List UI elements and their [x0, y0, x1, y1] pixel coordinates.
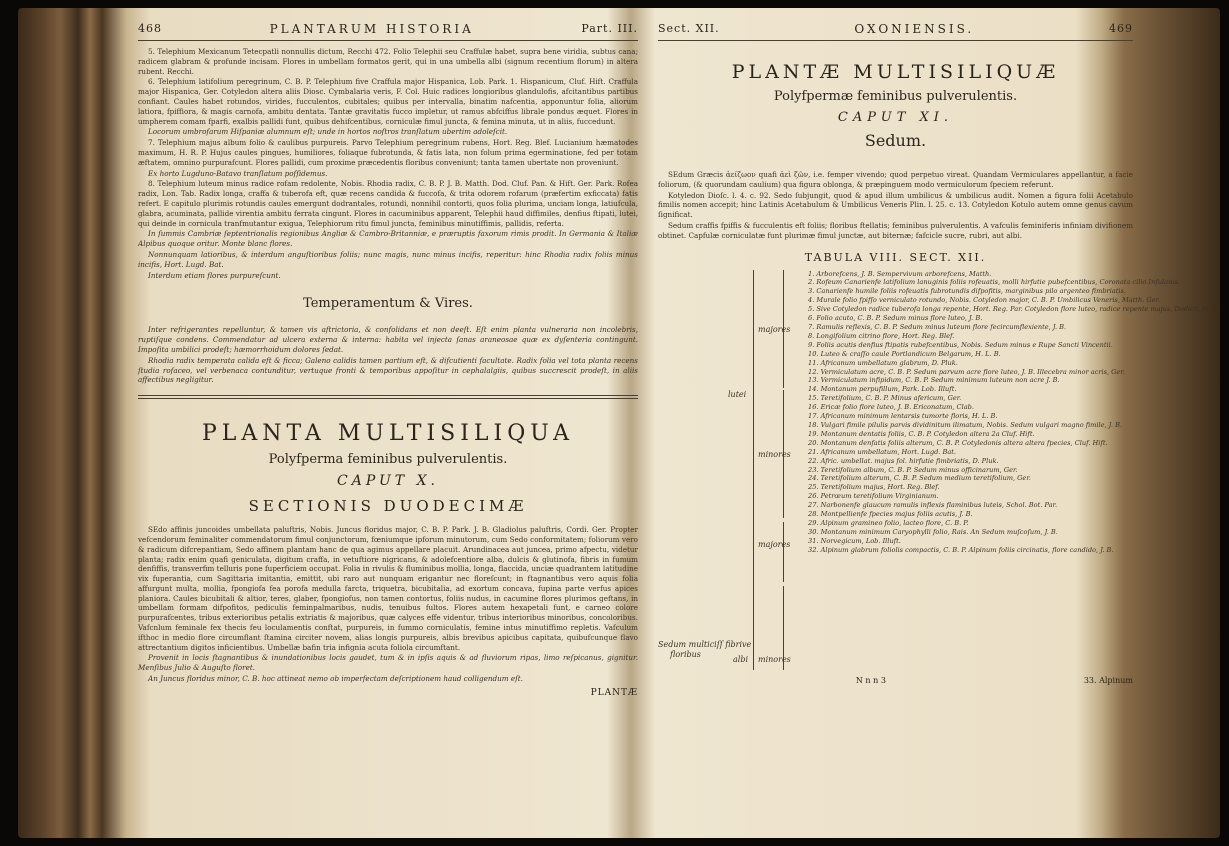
species-entry: 24. Teretifolium alterum, C. B. P. Sedum medium teretifolium, Ger. — [808, 474, 1031, 483]
part-label: Part. III. — [581, 22, 638, 35]
species-entry: 9. Foliis acutis denfius ftipatis rubefcentibus, Nobis. Sedum minus e Rupe Sancti Vincentii. — [808, 340, 1113, 349]
left-running-header — [138, 22, 638, 36]
chapter-body — [138, 525, 638, 684]
species-entry: 8. Longifolium citrino flore, Hort. Reg. Blef. — [808, 331, 955, 340]
species-entry: 13. Vermiculatum infipidum, C. B. P. Sedum minimum luteum non acre J. B. — [808, 376, 1060, 385]
paragraph: 5. Telephium Mexicanum Tetecpatli nonnullis dictum, Recchi 472. Folio Telephii seu Craffulæ habet, supra bene viridia, subtus cana; radicem glabram & profunde incisam. Flores in umbellam formatos gerit, qui in una umbella albi (signum recentium florum) in altera rubent. Recchi. — [138, 47, 638, 76]
paragraph: 7. Telephium majus album folio & caulibus purpureis. Parvo Telephium peregrinum rubens, Hort. Reg. Blef. Lucianium hæmatodes maximum, H. R. P. Hujus caules pingues, humiliores, foliaque fubrotunda, & fatis lata, non folum prima egerminatione, fed per totam æftatem, omnino purpurafcunt. Flores pallidi, cum proxime præcedentis floribus conveniunt; tanta tamen ubertate non proveniunt. — [138, 138, 638, 167]
paragraph: An Juncus floridus minor, C. B. hoc attineat nemo ob imperfectam deſcriptionem haud colligendum eſt. — [148, 674, 523, 684]
double-rule — [138, 395, 638, 399]
right-running-header — [658, 22, 1133, 36]
species-entry: 17. Africanum minimum lentarsis tumorte floris, H. L. B. — [808, 412, 998, 421]
species-entry: 18. Vulgari fimile pilulis parvis dividinitum ilimatum, Nobis. Sedum vulgari magno fimile, J. B. — [808, 420, 1123, 429]
header-rule — [658, 40, 1133, 41]
root-label: floribus — [670, 649, 701, 659]
section-heading: SECTIONIS DUODECIMÆ — [248, 497, 528, 516]
temperament-text — [138, 325, 638, 385]
paragraph: Kotyledon Dioſc. l. 4. c. 92. Sedo ſubjungit, quod & apud illum umbilicus & umbilicus audit. Nomen a figura folii Acetabulo fimilis nomen accepit; hinc Latinis Acetabulum & Umbilicus Veneris Plin. l. 25. c. 13. Cotyledon Kotulo autem omne genus cavum ſignificat. — [658, 190, 1133, 220]
signature-mark: N n n 3 — [855, 675, 886, 685]
paragraph: Inter refrigerantes repelluntur, & tamen vis aftrictoria, & confolidans et non deeſt. Eſt enim planta vulneraria non incolebris, ruptiſque condens. Commendatur ad ulcera externa & interna: habita vel injecta ſanas araneosae quæ ex dyſenteria contingunt. Impoſita umbilici prodeſt; hæmorrhoidum dolores ſedat. — [138, 325, 638, 354]
open-book — [18, 8, 1220, 838]
paragraph: Nonnunquam latioribus, & interdum anguſtioribus foliis; nunc magis, nunc minus incifis, reperitur: hinc Rhodia radix foliis minus incifis, Hort. Lugd. Bat. — [138, 249, 638, 269]
paragraph: SEdo affinis juncoides umbellata paluftris, Nobis. Juncus floridus major, C. B. P. Park. J. B. Gladiolus paluftris, Cordi. Ger. Propter vefcendorum feminaliter commendatorum fimul conjunctorum, fœniumque ipforum minutorum, cum Sedo conformitatem; foliorum vero & radicum difcrepantiam, Sedo affinem plantam hanc de qua agimus appellare placuit. Arundinacea aut juncea, primo afpectu, videtur planta; radix enim quafi geniculata, digitum craffa, in vetuftiore nigricans, & adolefcentiore alba, dulcis & glutinofa, fibris in fumum denfiffis, transverfim telluris pone fuperficiem occupat. Folia in rivulis & fluminibus mollia, longa, flaccida, unciæ quadrantem latitudine vix fuperantia, cum Sagittaria imitantia, emittit, ubi raro aut nunquam erigantur nec floreſcunt; in ftagnantibus vero aquis folia affurgunt multa, mollia, fpongiofa fea porofa medulla farcta, triquetra, bicubitalia, ad exortum concava, fupina parte verfus apices planiora. Caules bicubitali & altior, teres, glaber, fpongiofus, non tamen contortus, foliis nudus, in cacumine flores plurimos geftans, in umbellam formam difpofitos, pediculis feminpalmaribus, nudis, tenuibus fultos. Flores autem hexapetali funt, e carneo colore purpurafcentes, tribus exterioribus petalis extriatis & majoribus, quæ calyces effe videntur, tribus interioribus minoribus, concoloribus. Vafcnlum feminale fex thecis feu loculamentis conftat, purpureis, in fummo corniculatis, femine intus minutiffimo repletis. Vafculum ifthoc in medio flore circumflant ſtamina circiter novem, alias longis purpureis, albis brevibus apicibus capitata, quibufcunque flavo attrectantium digitos inficientibus. Umbellæ bafin tria infignia acuta foliola circumftant. — [138, 525, 638, 652]
species-entry: 2. Rofeum Canarienfe latifolium lanuginis foliis rofeuatis, molli hirfutie pubefcentibus, Coronata cilio Infulanis. — [808, 278, 1180, 287]
left-text-block — [138, 47, 638, 280]
paragraph: Provenit in locis ſtagnantibus & inundationibus locis gaudet, tum & in ipſis aquis & ad fluviorum ripas, limo reſpicanus, gignitur. Menſibus Julio & Auguſto floret. — [138, 653, 638, 673]
chapter-subtitle: Polyfpermæ feminibus pulverulentis. — [773, 89, 1018, 104]
paragraph: 6. Telephium latifolium peregrinum, C. B. P. Telephium five Craffula major Hispanica, Lob. Park. 1. Hispanicum, Cluf. Hift. Craffula major Hispanica, Ger. Cotyledon altera aliis Diosc. Cymbalaria veris, F. Col. Huic radices longioribus glandulofis, afcitantibus partibus confiant. Caules habet rotundos, virides, fucculentos, cubitales; quibus per intervalla, binatim nafcentia, apponuntur folia, aliorum latiora, fpiffiora, & magis carnofa, ambitu dentata. Tantæ gravitatis fucco impletur, ut ramus abfciffus librale pondus æquet. Flores in umpherem comam fparfi, exalbis pallidi funt, quibus dehifcentibus, corniculæ fimul juncta, & femina minuta, ut in aliis, fuccedunt. — [138, 77, 638, 126]
paragraph: Locorum umbrofarum Hiſpaniæ alumnum eſt; unde in hortos noſtros tranſlatum ubertim adoleſcit. — [148, 127, 508, 137]
genus-heading: Sedum. — [864, 131, 927, 150]
synoptic-table — [658, 269, 1221, 670]
bracket-line — [783, 522, 784, 582]
species-entry: 14. Montanum perpufillum, Park. Lob. Illuft. — [808, 385, 957, 394]
species-entry: 7. Ramulis reflexis, C. B. P. Sedum minus luteum flore fecircumflexiente, J. B. — [808, 323, 1067, 332]
species-entry: 12. Vermiculatum acre, C. B. P. Sedum parvum acre flore luteo, J. B. Illecebra minor acris, Ger. — [808, 367, 1125, 376]
catchword: 33. Alpinum — [1083, 675, 1133, 685]
paragraph: Rhodia radix temperata calida eft & ficca; Galeno calidis tamen partium eft, & difcutienti facultate. Radix folia vel tota planta recens ſtudia rofaceo, vel verbenaca contunditur, vertuque fronti & temporibus appoſitur in cephalalgiis, quibus succrescit prodeſt, in aliis affectibus negligitur. — [138, 355, 638, 385]
species-entry: 20. Montanum denfatis foliis alterum, C. B. P. Cotyledonis altera altera fpecies, Cluf. Hift. — [808, 438, 1108, 447]
species-entry: 10. Luteo & craſſo caule Portlandicum Belgarum, H. L. B. — [808, 349, 1001, 358]
page-footer — [658, 676, 1133, 685]
caput-heading: CAPUT X. — [337, 473, 439, 490]
page-number: 469 — [1108, 22, 1133, 35]
species-entry: 23. Teretifolium album, C. B. P. Sedum minus officinarum, Ger. — [808, 465, 1018, 474]
species-entry: 3. Canarienfe humile foliis rofeuatis fubrotundis difpofitis, marginibus pilo argenteo fimbriatis. — [808, 287, 1126, 296]
species-entry: 31. Norvegicum, Lob. Illuft. — [808, 536, 901, 545]
species-entry: 1. Arborefcens, J. B. Sempervivum arborefcens, Matth. — [808, 269, 992, 278]
group-label: albi — [733, 654, 749, 664]
species-entry: 22. Afric. umbellat. majus fol. hirfutie fimbriatis, D. Pluk. — [808, 456, 999, 465]
species-entry: 4. Murale folio fpifſo verniculato rotundo, Nobis. Cotyledon major, C. B. P. Umbilicus Veneris, Matth. Ger. — [808, 296, 1161, 305]
species-entry: 21. Africanum umbellatum, Hort. Lugd. Bat. — [808, 447, 957, 456]
section-label: Sect. XII. — [658, 22, 720, 35]
species-entry: 5. Sive Cotyledon radice tuberofa longa repente, Hort. Reg. Par. Cotyledon flore luteo, radice repente majus, Dodart. Mem. — [808, 305, 1221, 314]
species-entry: 32. Alpinum glabrum foliolis compactis, C. B. P. Alpinum foliis circinatis, flore candido, J. B. — [808, 545, 1114, 554]
paragraph: Sedum craffis fpiffis & fucculentis eft foliis; floribus ftellatis; feminibus pulverulentis. A vafculis feminiferis infiniam divifionem obtinet. Capfulæ corniculatæ funt plurimæ fimul junctæ, aut biternæ; fafcicle sucre, rubri, aut albi. — [658, 220, 1133, 240]
species-entry: 16. Ericæ folio flore luteo, J. B. Ericonatum, Clab. — [808, 403, 974, 412]
paragraph: In ſummis Cambriæ ſeptentrionalis regionibus Angliæ & Cambro-Britanniæ, e præruptis faxorum rimis prodit. In Germania & Italiæ Alpibus quoque oritur. Monte blanc flores. — [138, 229, 638, 249]
species-entry: 29. Alpinum gramineo folio, lacteo flore, C. B. P. — [808, 518, 969, 527]
species-entry: 19. Montanum dentatis foliis, C. B. P. Cotyledon altera 2a Cluf. Hift. — [808, 429, 1035, 438]
table-heading: TABULA VIII. SECT. XII. — [804, 250, 987, 264]
bracket-line — [753, 270, 754, 670]
catchword: PLANTÆ — [590, 687, 638, 698]
species-entry: 6. Folio acuto, C. B. P. Sedum minus flore luteo, J. B. — [808, 314, 983, 323]
chapter-title: PLANTÆ MULTISILIQUÆ — [731, 61, 1060, 83]
page-number: 468 — [138, 22, 162, 35]
species-entry: 26. Petrœum teretifolium Virginianum. — [808, 492, 939, 501]
species-entry: 11. Africanum umbellatum glabrum, D. Pluk. — [808, 358, 958, 367]
paragraph: Interdum etiam flores purpureſcunt. — [148, 270, 281, 280]
group-label: minores — [758, 449, 791, 459]
intro-text — [658, 170, 1133, 241]
species-entry: 25. Teretifolium majus, Hort. Reg. Blef. — [808, 483, 940, 492]
group-label: majores — [758, 324, 791, 334]
group-label: minores — [758, 654, 791, 664]
species-list — [808, 269, 1221, 555]
root-label: Sedum multiciſſ fibrive — [658, 639, 752, 649]
header-rule — [138, 40, 638, 41]
chapter-title: PLANTA MULTISILIQUA — [202, 421, 574, 447]
caput-heading: CAPUT XI. — [837, 110, 954, 125]
paragraph: SEdum Græcis ἀείζωον quafi ἀεὶ ζῶν, i.e. femper vivendo; quod perpetuo vireat. Quandam Vermiculares appellantur, a facie foliorum, (& quorundam caulium) qua figura oblonga, & præpinguem modo vermiculorum ſpeciem referunt. — [658, 170, 1133, 189]
left-page — [138, 22, 638, 698]
species-entry: 28. Montpellienfe fpecies majus foliis acutis, J. B. — [808, 510, 973, 519]
running-title: OXONIENSIS. — [854, 22, 975, 36]
species-entry: 30. Montanum minimum Caryophylli folio, Rais. An Sedum muſcoſum, J. B. — [808, 527, 1058, 536]
species-entry: 27. Narbonenfe glaucum ramulis inflexis flaminibus luteis, Schol. Bot. Par. — [808, 501, 1058, 510]
running-title: PLANTARUM HISTORIA — [269, 22, 474, 36]
group-label: majores — [758, 539, 791, 549]
paragraph: Ex horto Lugduno-Batavo tranſlatum poſſidemus. — [148, 168, 328, 178]
group-label: lutei — [728, 389, 747, 399]
temperament-heading: Temperamentum & Vires. — [303, 296, 473, 312]
chapter-subtitle: Polyfperma feminibus pulverulentis. — [268, 452, 508, 468]
paragraph: 8. Telephium luteum minus radice rofam redolente, Nobis. Rhodia radix, C. B. P. J. B. Matth. Dod. Cluf. Pan. & Hift. Ger. Park. Rofea radix, Lon. Tab. Radix longa, craffa & tuberofa eft, quæ recens candida & fuccofa, & trita odorem rofarum (præfertim exficcata) fatis refert. E capitulo plurimis rotundis caules emergunt dodrantales, rotundi, nonnihil contorti, quos folia plurima, unciam longa, latiufcula, glabra, acuminata, pallide virentia ambitu ferrata cingunt. Flores in cacuminibus apparent, Telephii haud diffimiles, denfius ftipati, lutei, qui deinde in cornicula tranfmutantur exigua, Telephiorum ritu fimul juncta, feminibus minutiffimis, pallidis, referta. — [138, 179, 638, 228]
right-page — [658, 22, 1221, 685]
species-entry: 15. Teretifolium, C. B. P. Minus afericum, Ger. — [808, 394, 962, 403]
